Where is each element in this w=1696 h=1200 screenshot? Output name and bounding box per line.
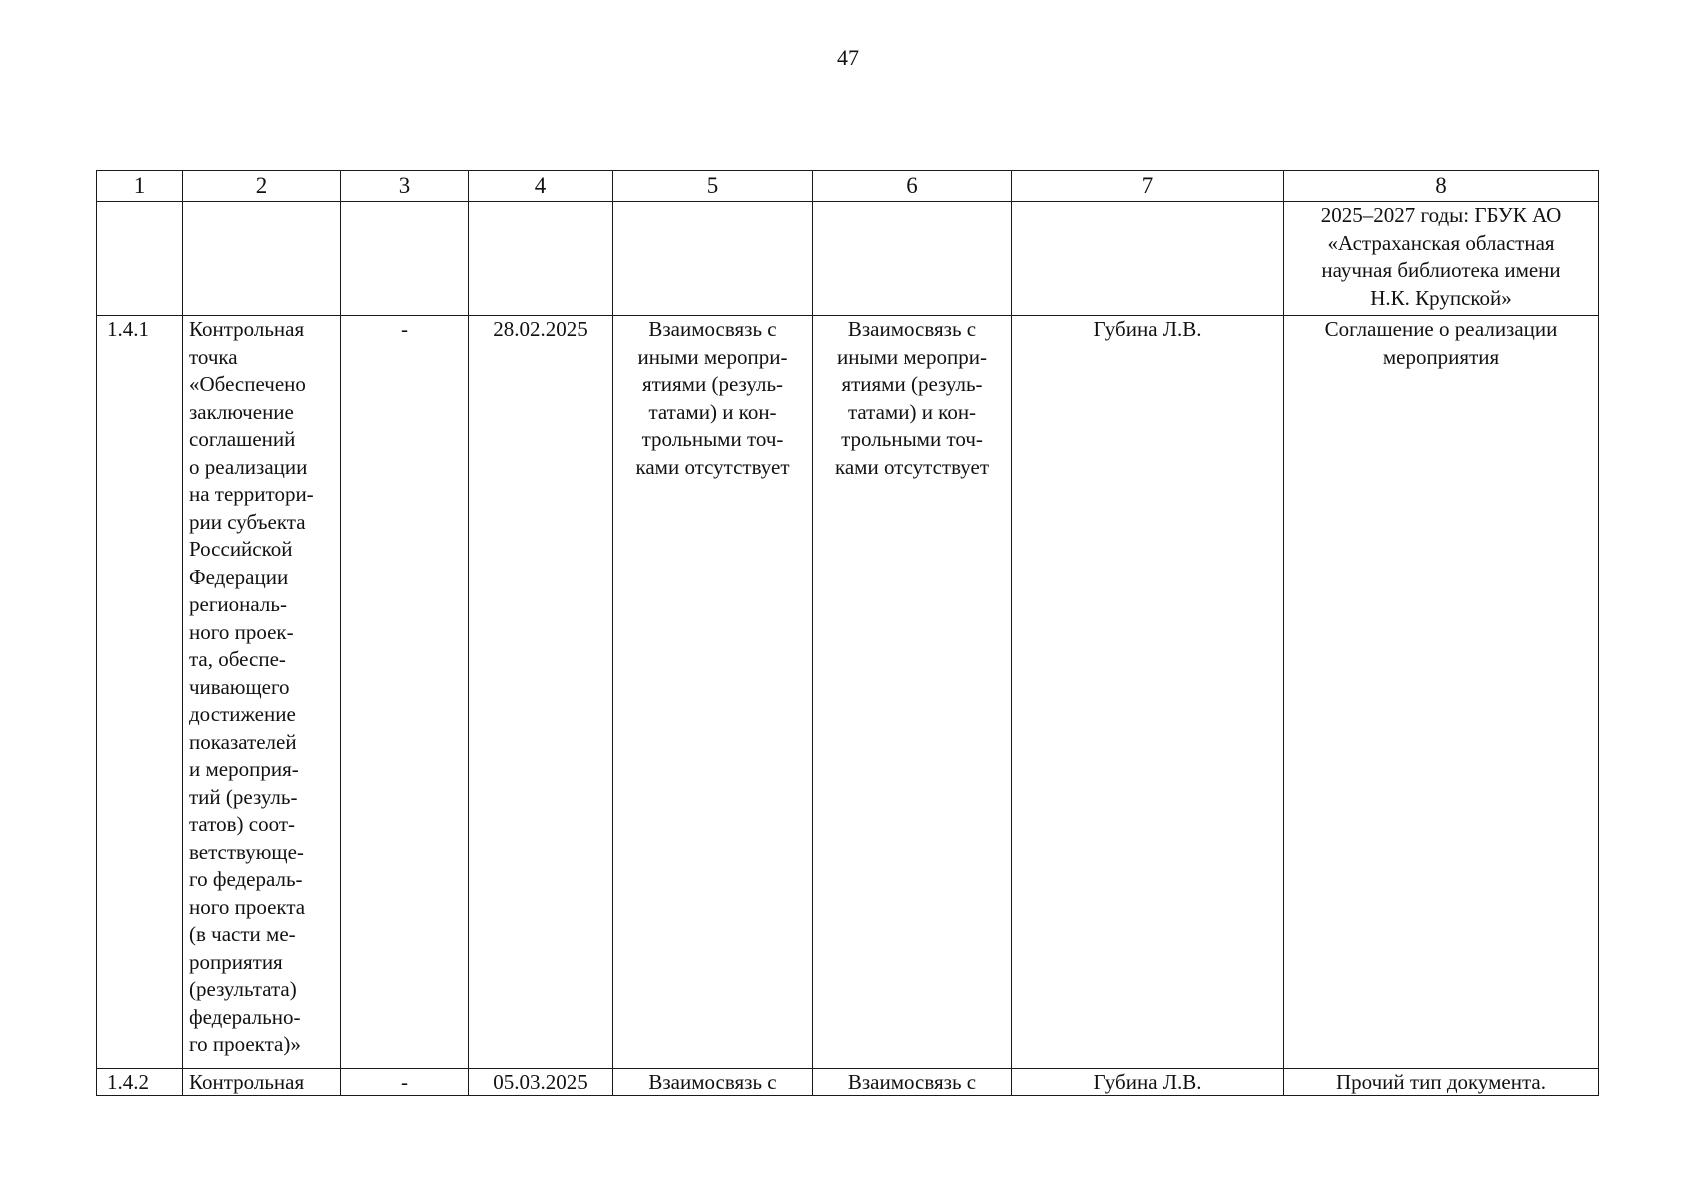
column-header-3: 3 xyxy=(341,171,469,202)
cell-line: та, обеспе- xyxy=(189,647,286,671)
cell-line: заключение xyxy=(189,399,294,424)
cell-line: мероприятия xyxy=(1382,344,1500,369)
table-row xyxy=(97,316,1599,1069)
column-header-1: 1 xyxy=(97,171,183,202)
cell-line: ного проек- xyxy=(189,619,294,644)
cell-empty xyxy=(183,202,341,316)
cell-line: рии субъекта xyxy=(189,509,306,534)
cell-line: Российской xyxy=(189,537,293,561)
cell-line: иными меропри- xyxy=(837,344,987,369)
cell-line: татами) и кон- xyxy=(847,399,977,424)
cell-responsible-person: Губина Л.В. xyxy=(1012,316,1284,1069)
cell-date: 28.02.2025 xyxy=(469,316,613,1069)
cell-line: трольными точ- xyxy=(641,427,784,451)
cell-line: 2025–2027 годы: ГБУК АО xyxy=(1320,203,1562,227)
cell-line: показателей xyxy=(189,729,297,754)
cell-number: 1.4.1 xyxy=(97,316,183,1069)
column-header-8: 8 xyxy=(1284,171,1599,202)
cell-line: го проекта)» xyxy=(189,1032,301,1056)
cell-line: ками отсутствует xyxy=(834,454,990,479)
cell-empty xyxy=(613,202,813,316)
cell-line: ятиями (резуль- xyxy=(641,372,784,396)
cell-line: (в части ме- xyxy=(189,922,296,946)
cell-line: татами) и кон- xyxy=(648,399,777,424)
page-number: 47 xyxy=(837,45,859,70)
cell-number: 1.4.2 xyxy=(97,1069,183,1096)
cell-line: го федераль- xyxy=(189,867,303,891)
cell-line: Соглашение о реализации xyxy=(1324,317,1558,341)
cell-document-type: Прочий тип документа. xyxy=(1284,1069,1599,1096)
cell-line: точка xyxy=(189,344,238,369)
cell-relation-1 xyxy=(613,316,813,1069)
cell-line: ного проекта xyxy=(189,894,306,919)
cell-description xyxy=(183,316,341,1069)
cell-line: и мероприя- xyxy=(189,757,299,781)
header-row xyxy=(97,171,1599,202)
table-row-continuation xyxy=(97,202,1599,316)
cell-line: тий (резуль- xyxy=(189,784,298,809)
cell-date: 05.03.2025 xyxy=(469,1069,613,1096)
cell-empty xyxy=(97,202,183,316)
cell-relation-1: Взаимосвязь с xyxy=(613,1069,813,1096)
cell-line: «Астраханская областная xyxy=(1327,230,1555,255)
cell-line: Взаимосвязь с xyxy=(648,317,777,341)
cell-line: (результата) xyxy=(189,977,297,1001)
control-points-table xyxy=(96,170,1599,1096)
cell-line: чивающего xyxy=(189,674,290,699)
column-header-7: 7 xyxy=(1012,171,1284,202)
cell-empty xyxy=(813,202,1012,316)
cell-empty xyxy=(341,202,469,316)
cell-empty xyxy=(469,202,613,316)
column-header-2: 2 xyxy=(183,171,341,202)
cell-line: соглашений xyxy=(189,427,296,451)
cell-line: Н.К. Крупской» xyxy=(1370,285,1512,310)
cell-line: трольными точ- xyxy=(841,427,983,451)
cell-line: федерально- xyxy=(189,1004,301,1029)
cell-responsible-person: Губина Л.В. xyxy=(1012,1069,1284,1096)
cell-line: ветствующе- xyxy=(189,839,304,864)
cell-description: Контрольная xyxy=(183,1069,341,1096)
cell-line: Контрольная xyxy=(189,317,305,341)
cell-line: «Обеспечено xyxy=(189,372,306,396)
cell-line: Федерации xyxy=(189,564,289,589)
column-header-5: 5 xyxy=(613,171,813,202)
cell-line: ятиями (резуль- xyxy=(841,372,983,396)
cell-line: о реализации xyxy=(189,454,308,479)
cell-line: ками отсутствует xyxy=(635,454,790,479)
cell-relation-2 xyxy=(813,316,1012,1069)
table-row xyxy=(97,1069,1599,1096)
cell-col3: - xyxy=(341,316,469,1069)
cell-document-type xyxy=(1284,316,1599,1069)
cell-line: достижение xyxy=(189,702,296,726)
column-header-6: 6 xyxy=(813,171,1012,202)
cell-line: роприятия xyxy=(189,949,283,974)
cell-relation-2: Взаимосвязь с xyxy=(813,1069,1012,1096)
cell-empty xyxy=(1012,202,1284,316)
cell-line: на территори- xyxy=(189,482,314,506)
cell-line: иными меропри- xyxy=(637,344,788,369)
cell-line: татов) соот- xyxy=(189,812,295,836)
cell-line: региональ- xyxy=(189,592,287,616)
cell-line: научная библиотека имени xyxy=(1321,258,1561,282)
cell-line: Взаимосвязь с xyxy=(847,317,977,341)
cell-responsible-org xyxy=(1284,202,1599,316)
cell-col3: - xyxy=(341,1069,469,1096)
column-header-4: 4 xyxy=(469,171,613,202)
